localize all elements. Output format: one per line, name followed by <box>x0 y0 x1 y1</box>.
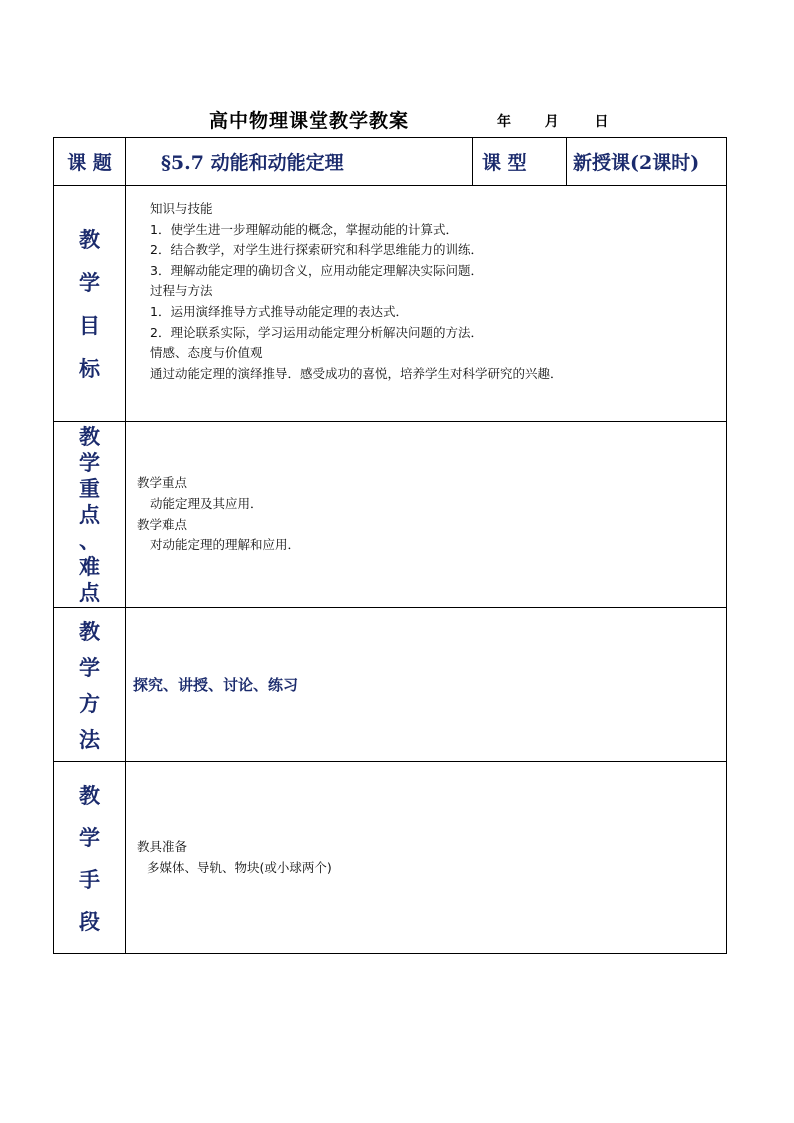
tools-label-char: 段 <box>79 908 100 934</box>
key-points-label-char: 教 <box>79 423 100 449</box>
tools-label-char: 学 <box>79 824 100 850</box>
objectives-heading-knowledge: 知识与技能 <box>150 201 213 216</box>
tools-content <box>126 762 727 954</box>
tools-label <box>54 762 126 954</box>
key-points-label-char: 点 <box>79 501 100 527</box>
methods-label <box>54 608 126 762</box>
objectives-line: 通过动能定理的演绎推导．感受成功的喜悦，培养学生对科学研究的兴趣． <box>150 365 563 381</box>
key-points-label-char: 难 <box>79 553 100 579</box>
key-points-content <box>126 422 727 608</box>
tools-label-char: 教 <box>79 782 100 808</box>
key-points-label-char: 学 <box>79 449 100 475</box>
objectives-label-char: 目 <box>79 313 100 338</box>
key-points-label-char: 重 <box>79 475 100 501</box>
focus-heading: 教学重点 <box>137 475 188 491</box>
objectives-label-char: 教 <box>79 227 100 252</box>
difficulty-heading: 教学难点 <box>137 516 188 532</box>
date-day: 日 <box>594 114 609 130</box>
methods-label-char: 教 <box>79 618 100 644</box>
page-title: 高中物理课堂教学教案 <box>209 110 410 132</box>
focus-text: 动能定理及其应用． <box>150 495 263 511</box>
objectives-row <box>54 186 727 422</box>
methods-label-char: 方 <box>79 690 100 716</box>
objectives-label <box>54 186 126 422</box>
objectives-line: 1．使学生进一步理解动能的概念，掌握动能的计算式． <box>150 221 458 237</box>
topic-label: 课 题 <box>54 138 126 186</box>
objectives-label-char: 标 <box>79 356 100 381</box>
methods-label-char: 法 <box>79 726 100 752</box>
date-year: 年 <box>497 114 511 130</box>
topic-row <box>54 138 727 186</box>
date-month: 月 <box>544 114 559 130</box>
objectives-line: 2．结合教学，对学生进行探索研究和科学思维能力的训练． <box>150 242 483 258</box>
lesson-plan-table <box>53 137 727 954</box>
methods-row <box>54 608 727 762</box>
objectives-heading-emotion: 情感、态度与价值观 <box>150 345 263 361</box>
difficulty-text: 对动能定理的理解和应用． <box>150 537 301 553</box>
header <box>0 106 794 134</box>
key-points-label-char: 点 <box>79 579 100 605</box>
objectives-line: 3．理解动能定理的确切含义，应用动能定理解决实际问题． <box>150 262 483 278</box>
date-line <box>497 111 609 131</box>
methods-text: 探究、讲授、讨论、练习 <box>126 608 727 762</box>
tools-heading: 教具准备 <box>137 838 188 854</box>
objectives-line: 1．运用演绎推导方式推导动能定理的表达式． <box>150 303 408 319</box>
methods-label-char: 学 <box>79 654 100 680</box>
tools-text: 多媒体、导轨、物块(或小球两个) <box>147 859 332 875</box>
topic-value: §5.7 动能和动能定理 <box>126 138 473 186</box>
key-points-label-char: 、 <box>79 527 100 553</box>
type-value: 新授课(2课时) <box>567 138 727 186</box>
tools-label-char: 手 <box>79 866 100 892</box>
objectives-label-char: 学 <box>79 270 100 295</box>
objectives-heading-process: 过程与方法 <box>150 283 213 299</box>
objectives-content <box>126 186 727 422</box>
tools-row <box>54 762 727 954</box>
type-label: 课 型 <box>473 138 567 186</box>
objectives-line: 2．理论联系实际，学习运用动能定理分析解决问题的方法． <box>150 324 483 340</box>
key-points-label <box>54 422 126 608</box>
key-points-row <box>54 422 727 608</box>
